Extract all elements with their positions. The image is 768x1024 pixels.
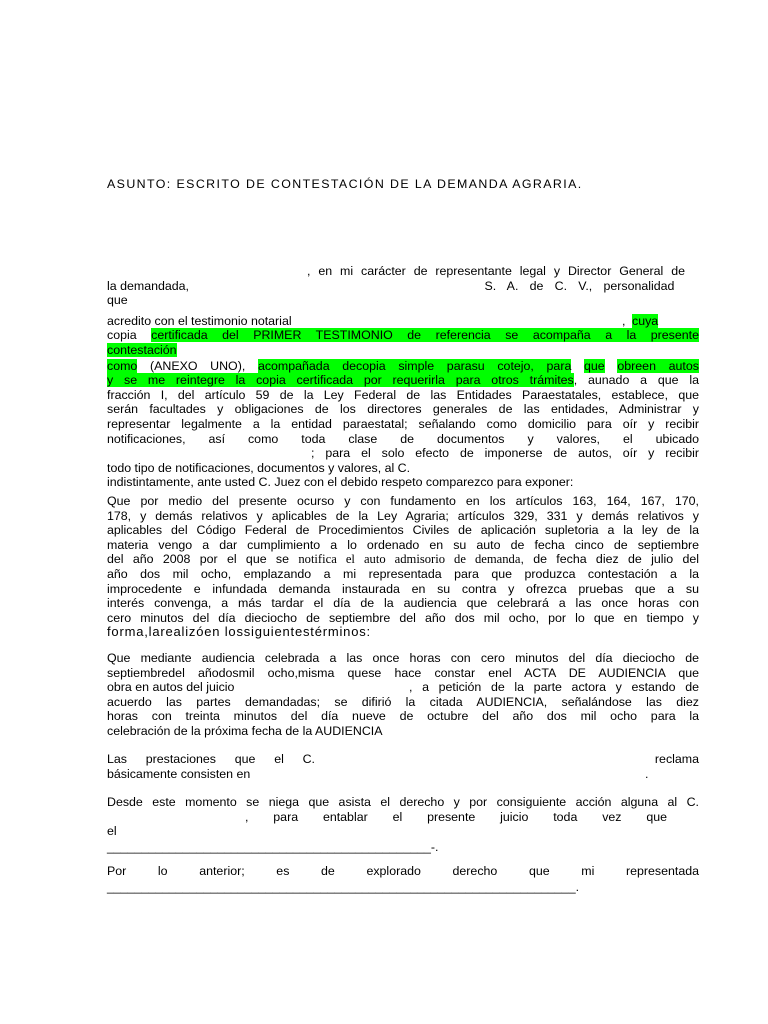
intro-text: ; para el solo efecto de imponerse de autos, oír y recibir <box>311 446 699 461</box>
highlighted-text: y se me reintegre la copia certificada por requerirla para otros trámites <box>107 373 574 388</box>
paragraph-text: , para entablar el presente juicio toda vez que <box>245 809 667 824</box>
paragraph-line <box>107 552 699 567</box>
intro-line <box>107 264 699 279</box>
intro-line: representar legalmente a la entidad paraestatal; señalando como domicilio para oír y recibir <box>107 416 699 431</box>
body-paragraph <box>107 795 699 855</box>
highlighted-text: que <box>584 358 605 373</box>
blank-fill-line: _______________________________________________-. <box>107 839 439 854</box>
intro-line <box>107 373 699 388</box>
intro-paragraph <box>107 264 699 490</box>
intro-line <box>107 279 699 294</box>
highlighted-text: como <box>107 358 138 373</box>
paragraph-line: acuerdo las partes demandadas; se difirió la citada AUDIENCIA, señalándose las diez <box>107 694 699 709</box>
paragraph-line: interés convenga, a más tardar el día de la audiencia que celebrará a las once horas con <box>107 596 699 611</box>
paragraph-line <box>107 752 699 767</box>
intro-text: acredito con el testimonio notarial <box>107 313 292 328</box>
intro-line: todo tipo de notificaciones, documentos y valores, al C. <box>107 460 411 475</box>
paragraph-line: aplicables del Código Federal de Procedimientos Civiles de aplicación supletoria a la ley de la <box>107 523 699 538</box>
subject-heading: ASUNTO: ESCRITO DE CONTESTACIÓN DE LA DEMANDA AGRARIA. <box>107 177 583 191</box>
highlighted-text: acompañada decopia simple parasu cotejo, para <box>257 358 572 373</box>
intro-text: , aunado a que la <box>573 373 699 388</box>
paragraph-line: forma,larealizóen lossiguientestérminos: <box>107 624 371 640</box>
intro-line <box>107 328 699 343</box>
intro-text: (ANEXO UNO), <box>149 358 246 373</box>
paragraph-line: Desde este momento se niega que asista el derecho y por consiguiente acción alguna al C. <box>107 795 699 809</box>
body-paragraph <box>107 494 699 640</box>
paragraph-line: año dos mil ocho, emplazando a mi representada para que produzca contestación a la <box>107 566 699 581</box>
paragraph-text: . <box>645 766 649 781</box>
paragraph-text: Las prestaciones que el C. <box>107 752 315 766</box>
intro-text: la demandada, <box>107 278 189 293</box>
paragraph-line <box>107 767 699 782</box>
paragraph-line: Que por medio del presente ocurso y con fundamento en los artículos 163, 164, 167, 170, <box>107 494 699 508</box>
paragraph-line <box>107 810 699 825</box>
paragraph-text: obra en autos del juicio <box>107 680 235 695</box>
intro-line <box>107 446 699 461</box>
paragraph-line: 178, y demás relativos y aplicables de la Ley Agraria; artículos 329, 331 y demás relativos y <box>107 508 699 523</box>
paragraph-text: reclama <box>654 752 699 766</box>
highlighted-text: certificada del PRIMER TESTIMONIO de referencia se acompaña a la presente <box>151 328 699 343</box>
paragraph-line: septiembredel añodosmil ocho,misma quese hace constar enel ACTA DE AUDIENCIA que <box>107 665 699 680</box>
intro-line: serán facultades y obligaciones de los directores generales de las entidades, Administrar y <box>107 402 699 417</box>
intro-text: , en mi carácter de representante legal y Director General de <box>307 264 685 278</box>
paragraph-line: improcedente e infundada demanda instaurada en su contra y ofrezca pruebas que a su <box>107 581 699 596</box>
paragraph-text: , a petición de la parte actora y estando de <box>409 680 699 695</box>
paragraph-line <box>107 680 699 695</box>
blank-fill-line: ____________________________________________________________________. <box>107 879 580 894</box>
paragraph-line: celebración de la próxima fecha de la AUDIENCIA <box>107 723 383 738</box>
paragraph-text: básicamente consisten en <box>107 766 251 781</box>
intro-text: S. A. de C. V., personalidad <box>484 278 675 293</box>
body-paragraph <box>107 752 699 781</box>
intro-line <box>107 314 699 329</box>
paragraph-line: el <box>107 824 117 839</box>
intro-line <box>107 343 699 358</box>
paragraph-line: materia vengo a dar cumplimiento a lo ordenado en su auto de fecha cinco de septiembre <box>107 537 699 552</box>
intro-line: que <box>107 293 128 308</box>
paragraph-line: Por lo anterior; es de explorado derecho que mi representada <box>107 864 699 878</box>
highlighted-text: contestación <box>107 342 177 357</box>
intro-line: fracción I, del artículo 59 de la Ley Federal de las Entidades Paraestatales, establece, que <box>107 387 699 402</box>
highlighted-text: obreen autos <box>617 358 699 373</box>
intro-line: indistintamente, ante usted C. Juez con el debido respeto comparezco para exponer: <box>107 475 574 490</box>
intro-line <box>107 359 699 374</box>
intro-line: notificaciones, así como toda clase de documentos y valores, el ubicado <box>107 431 699 446</box>
body-paragraph <box>107 864 699 895</box>
paragraph-text: , de fecha diez de julio del <box>520 552 699 567</box>
paragraph-line: Que mediante audiencia celebrada a las once horas con cero minutos del día dieciocho de <box>107 651 699 665</box>
intro-text: , <box>622 313 626 328</box>
highlighted-text: cuya <box>632 313 659 328</box>
paragraph-text: notifica el auto admisorio de demanda <box>298 552 521 567</box>
intro-text: copia <box>107 328 137 343</box>
body-paragraph <box>107 651 699 739</box>
paragraph-text: del año 2008 por el que se <box>107 552 290 567</box>
paragraph-line: horas con treinta minutos del día nueve de octubre del año dos mil ocho para la <box>107 709 699 724</box>
paragraph-line: cero minutos del día dieciocho de septiembre del año dos mil ocho, por lo que en tiempo y <box>107 610 699 625</box>
